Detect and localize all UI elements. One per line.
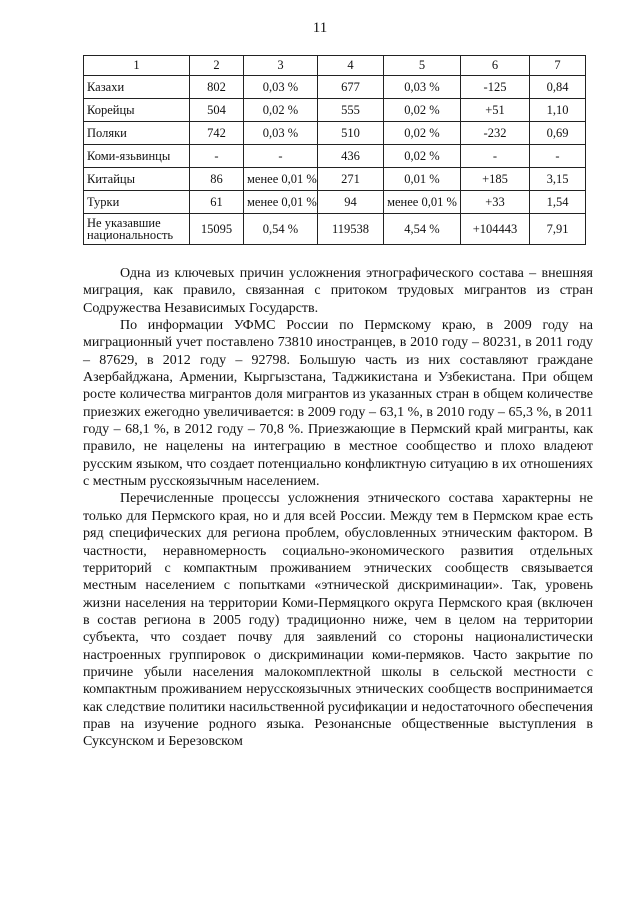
table-cell: -232 — [461, 122, 530, 145]
column-header: 5 — [384, 56, 461, 76]
table-cell: 61 — [190, 191, 244, 214]
table-cell: 0,01 % — [384, 168, 461, 191]
table-cell: 3,15 — [530, 168, 586, 191]
column-header: 4 — [318, 56, 384, 76]
table-cell: 0,03 % — [244, 76, 318, 99]
column-header: 3 — [244, 56, 318, 76]
table-cell: 0,54 % — [244, 214, 318, 245]
table-row — [84, 145, 586, 168]
table-row — [84, 191, 586, 214]
table-cell-nationality: Китайцы — [84, 168, 190, 191]
table-cell: менее 0,01 % — [244, 191, 318, 214]
body-text — [83, 265, 593, 751]
table-cell: - — [190, 145, 244, 168]
table-cell: 0,02 % — [384, 122, 461, 145]
table-cell: 0,03 % — [244, 122, 318, 145]
table-cell: +33 — [461, 191, 530, 214]
table-cell: 1,10 — [530, 99, 586, 122]
column-header: 1 — [84, 56, 190, 76]
table-cell: менее 0,01 % — [384, 191, 461, 214]
column-header: 6 — [461, 56, 530, 76]
table-cell: 436 — [318, 145, 384, 168]
table-row — [84, 99, 586, 122]
table-cell: - — [244, 145, 318, 168]
table-cell-nationality: Коми-язьвинцы — [84, 145, 190, 168]
table-cell-nationality: Турки — [84, 191, 190, 214]
table-cell: 1,54 — [530, 191, 586, 214]
table-cell: 7,91 — [530, 214, 586, 245]
paragraph: Перечисленные процессы усложнения этнического состава характерны не только для Пермского края, но и для всей России. Между тем в Пермском крае есть ряд специфических для региона проблем, обусловленных этническим фактором. В частности, неравномерность социально-экономического развития отдельных территорий с компактным проживанием этнических сообществ связывается местным населением с попытками «этнической дискриминации». Так, уровень жизни населения на территории Коми-Пермяцкого округа Пермского края (включен в состав региона в 2005 году) традиционно ниже, чем в целом на территории субъекта, что создает почву для заявлений со стороны националистически настроенных группировок о дискриминации коми-пермяков. Часто закрытие по причине убыли населения малокомплектной школы в сельской местности с компактным проживанием нерусскоязычных этнических сообществ воспринимается как следствие политики насильственной русификации и недостаточного обеспечения прав на изучение родного языка. Резонансные общественные выступления в Суксунском и Березовском — [83, 491, 593, 750]
table-cell: 0,84 — [530, 76, 586, 99]
paragraph: Одна из ключевых причин усложнения этнографического состава – внешняя миграция, как правило, связанная с притоком трудовых мигрантов из стран Содружества Независимых Государств. — [83, 266, 593, 316]
table-cell-nationality: Казахи — [84, 76, 190, 99]
table-cell: 0,02 % — [384, 145, 461, 168]
table-cell: 0,69 — [530, 122, 586, 145]
table-cell: 504 — [190, 99, 244, 122]
table-cell-nationality: Не указавшие национальность — [84, 214, 190, 245]
page-number: 11 — [312, 20, 328, 36]
table-cell: 119538 — [318, 214, 384, 245]
table-row — [84, 76, 586, 99]
table-cell-nationality: Корейцы — [84, 99, 190, 122]
table-header-row — [84, 56, 586, 76]
table-cell: - — [530, 145, 586, 168]
table-cell: -125 — [461, 76, 530, 99]
table-cell-nationality: Поляки — [84, 122, 190, 145]
table-cell: менее 0,01 % — [244, 168, 318, 191]
table-cell: 802 — [190, 76, 244, 99]
table-cell: 4,54 % — [384, 214, 461, 245]
table-cell: 555 — [318, 99, 384, 122]
table-cell: 86 — [190, 168, 244, 191]
table-cell: 677 — [318, 76, 384, 99]
table-row — [84, 168, 586, 191]
ethnic-composition-table — [83, 55, 586, 245]
table-cell: 0,03 % — [384, 76, 461, 99]
table-cell: - — [461, 145, 530, 168]
table-cell: 510 — [318, 122, 384, 145]
table-cell: 0,02 % — [244, 99, 318, 122]
column-header: 7 — [530, 56, 586, 76]
table-row — [84, 122, 586, 145]
table-cell: +51 — [461, 99, 530, 122]
table-cell: 15095 — [190, 214, 244, 245]
table-row — [84, 214, 586, 245]
table-cell: +104443 — [461, 214, 530, 245]
table-cell: 0,02 % — [384, 99, 461, 122]
table-cell: 271 — [318, 168, 384, 191]
column-header: 2 — [190, 56, 244, 76]
table-cell: 94 — [318, 191, 384, 214]
paragraph: По информации УФМС России по Пермскому краю, в 2009 году на миграционный учет поставлено 73810 иностранцев, в 2010 году – 80231, в 2011 году – 87629, в 2012 году – 92798. Большую часть из них составляют граждане Азербайджана, Армении, Кыргызстана, Таджикистана и Узбекистана. При общем росте количества мигрантов доля мигрантов из указанных стран в общем количестве приезжих ежегодно увеличивается: в 2009 году – 63,1 %, в 2010 году – 65,3 %, в 2011 году – 68,1 %, в 2012 году – 70,8 %. Приезжающие в Пермский край мигранты, как правило, не нацелены на интеграцию в местное сообщество и плохо владеют русским языком, что создает потенциально конфликтную ситуацию в их отношениях с местным русскоязычным населением. — [83, 318, 593, 490]
table-cell: +185 — [461, 168, 530, 191]
table-cell: 742 — [190, 122, 244, 145]
